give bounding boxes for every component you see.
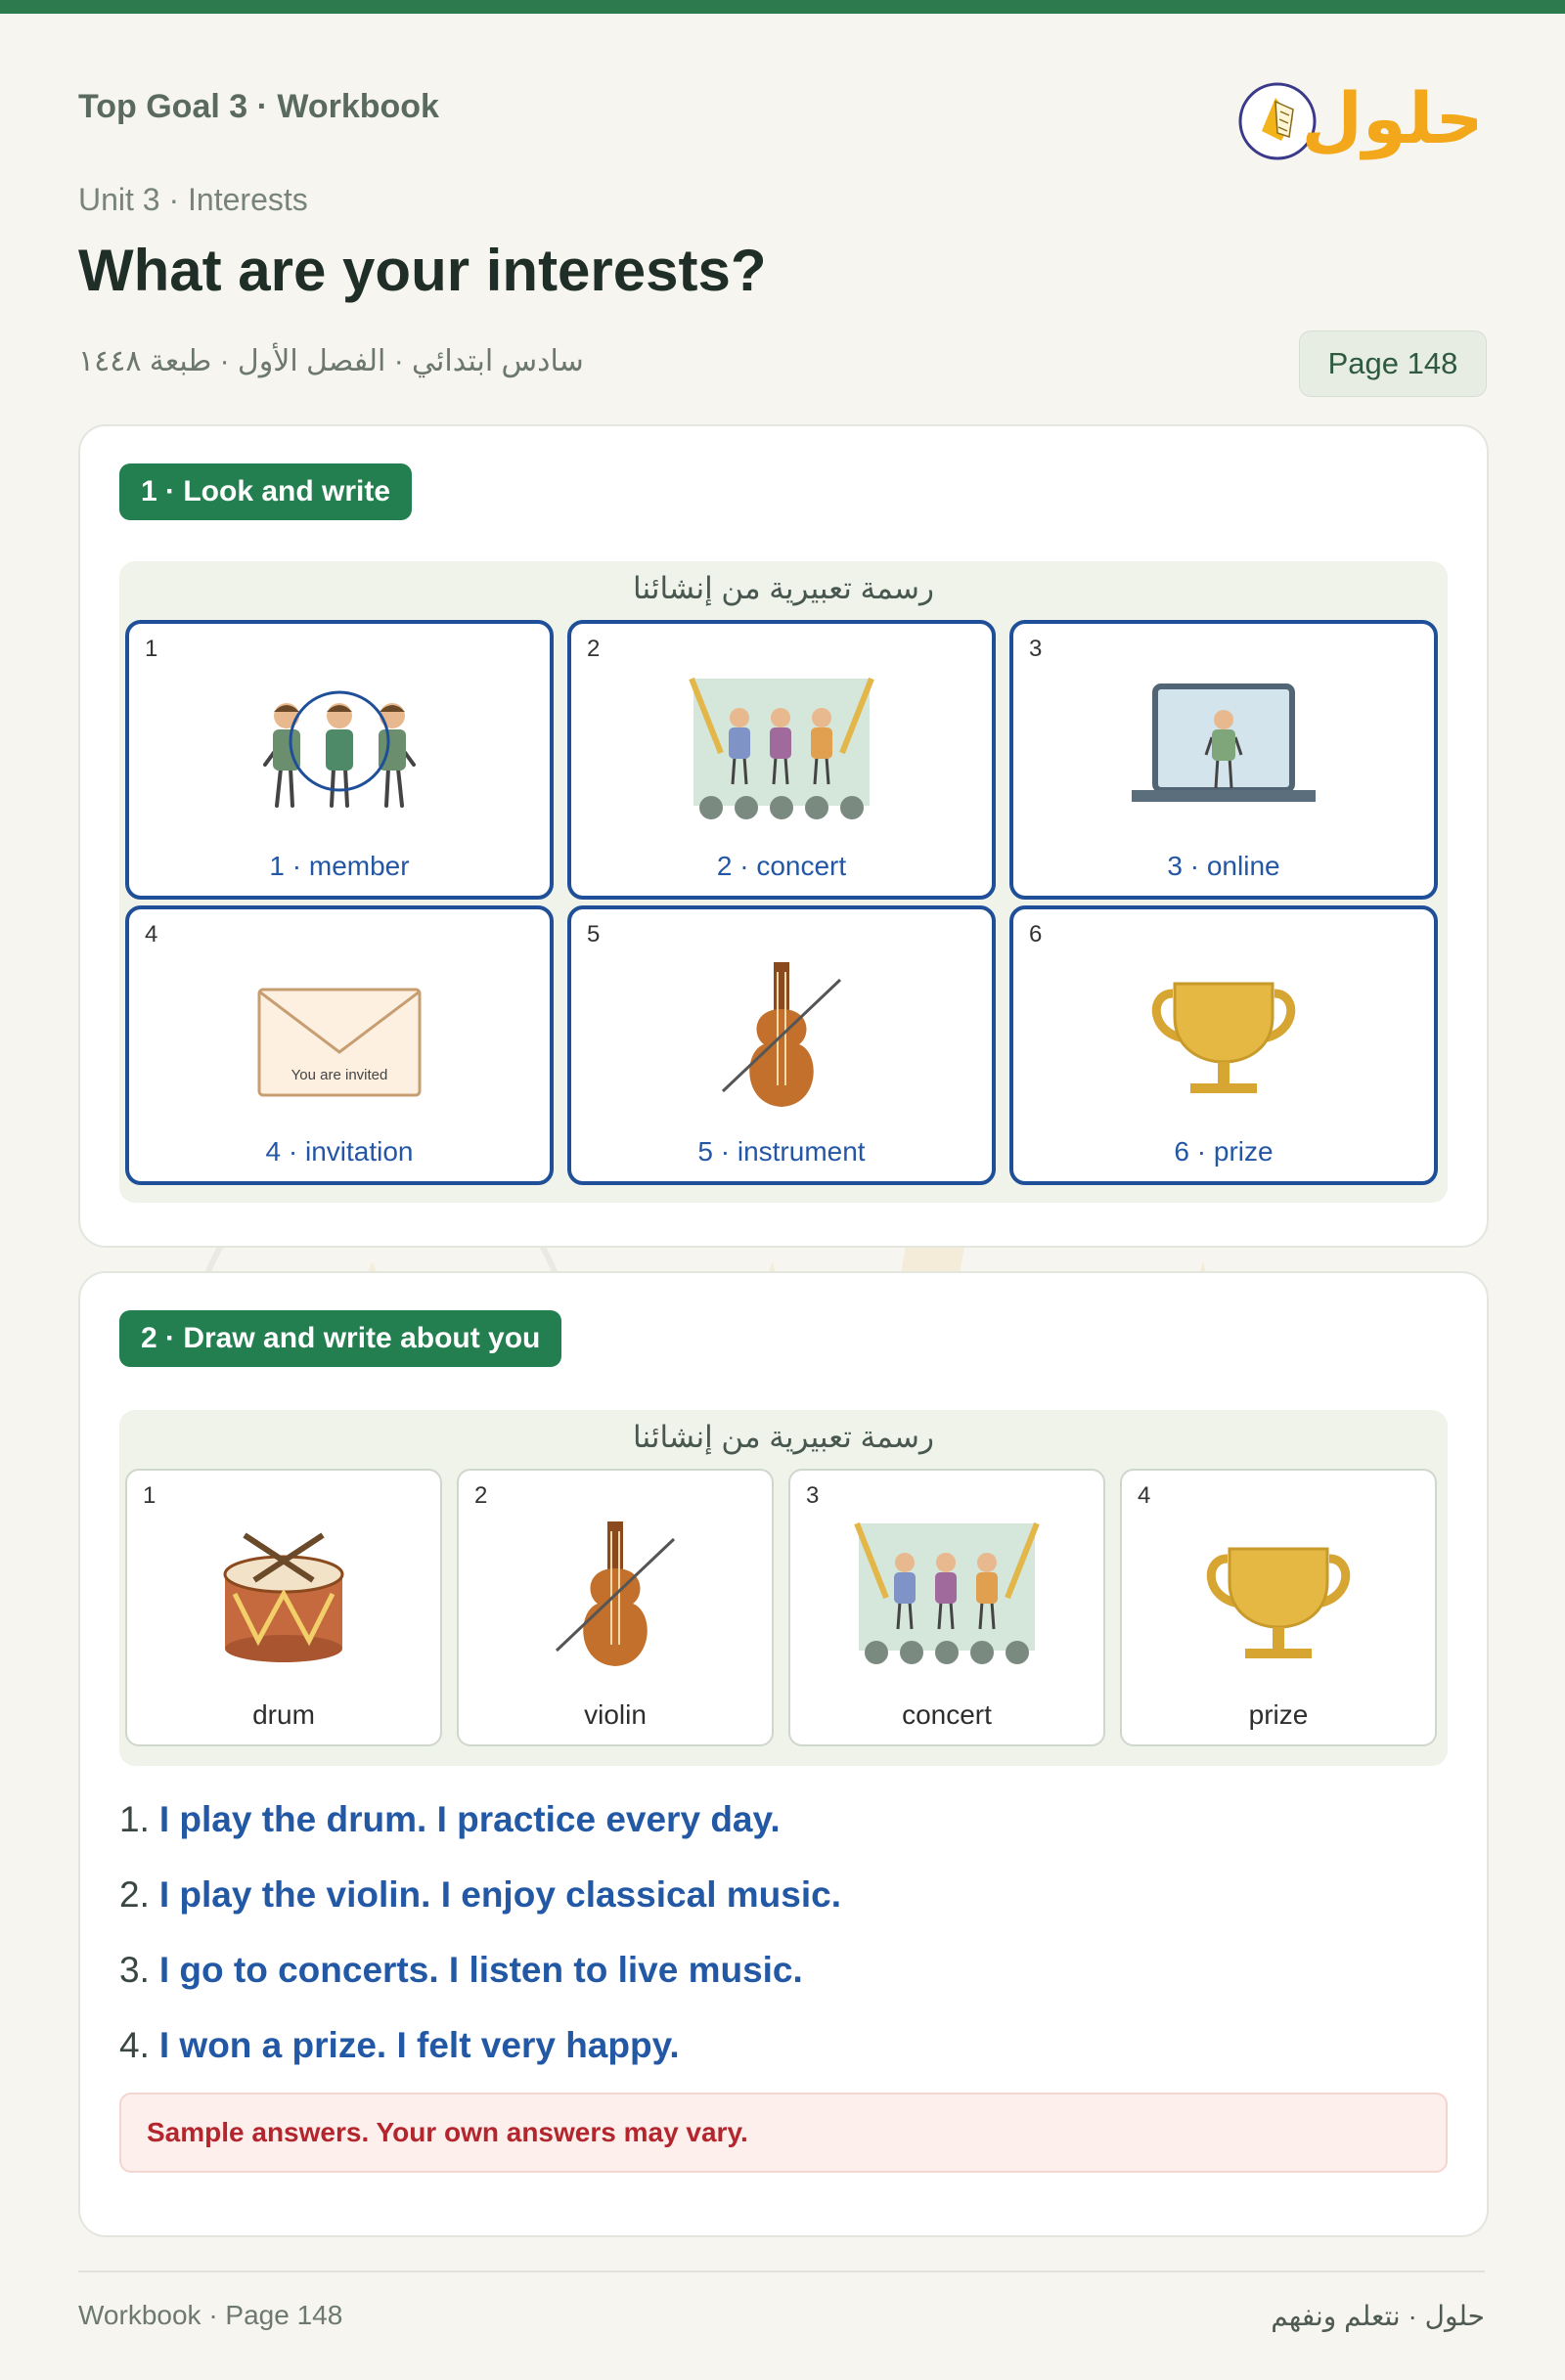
page-number-badge: Page 148 bbox=[1299, 331, 1487, 397]
section-heading: 1 · Look and write bbox=[119, 463, 412, 520]
answer-text: I won a prize. I felt very happy. bbox=[158, 2024, 680, 2065]
answer-line[interactable] bbox=[119, 1932, 1448, 2007]
violin-icon bbox=[713, 958, 850, 1115]
top-accent-bar bbox=[0, 0, 1565, 14]
envelope-icon bbox=[251, 984, 427, 1101]
tile-label: 6 · prize bbox=[1174, 1136, 1274, 1167]
answer-text: I play the drum. I practice every day. bbox=[158, 1798, 781, 1839]
answer-number: 1. bbox=[119, 1798, 150, 1839]
tile-number: 6 bbox=[1029, 921, 1043, 948]
sample-answers-note: Sample answers. Your own answers may vary. bbox=[119, 2093, 1448, 2173]
footer-divider bbox=[78, 2270, 1485, 2272]
tile-label: prize bbox=[1248, 1699, 1309, 1730]
page-title: What are your interests? bbox=[78, 238, 767, 303]
svg-text:You are invited: You are invited bbox=[291, 1067, 388, 1083]
answer-line[interactable] bbox=[119, 1857, 1448, 1932]
section-draw-and-write bbox=[78, 1271, 1489, 2237]
concert-stage-icon bbox=[684, 675, 879, 821]
tile-number: 2 bbox=[587, 636, 601, 662]
workbook-brand: Top Goal 3 · Workbook bbox=[78, 88, 439, 125]
tile-label: 5 · instrument bbox=[697, 1136, 866, 1167]
illustration-panel bbox=[119, 561, 1448, 1203]
trophy-icon bbox=[1200, 1543, 1357, 1670]
tile-label: drum bbox=[252, 1699, 315, 1730]
tile-instrument[interactable] bbox=[567, 905, 996, 1185]
members-icon bbox=[251, 684, 427, 812]
section-look-and-write bbox=[78, 424, 1489, 1248]
answer-line[interactable] bbox=[119, 2007, 1448, 2083]
tile-number: 5 bbox=[587, 921, 601, 948]
tile-label: 4 · invitation bbox=[265, 1136, 414, 1167]
tile-concert[interactable] bbox=[567, 620, 996, 900]
svg-text:حلول: حلول bbox=[1301, 77, 1477, 159]
tile-prize[interactable] bbox=[1009, 905, 1438, 1185]
concert-stage-icon bbox=[849, 1520, 1045, 1666]
hulul-logo-mark-icon bbox=[1232, 63, 1477, 168]
tile-label: 2 · concert bbox=[716, 851, 847, 881]
tile-concert[interactable] bbox=[788, 1469, 1105, 1746]
panel-caption: رسمة تعبيرية من إنشائنا bbox=[633, 1420, 934, 1454]
tile-label: concert bbox=[902, 1699, 992, 1730]
answer-text: I play the violin. I enjoy classical music. bbox=[158, 1873, 841, 1915]
laptop-icon bbox=[1126, 681, 1321, 817]
footer-tagline: حلول · نتعلم ونفهم bbox=[1271, 2301, 1485, 2331]
tile-number: 3 bbox=[806, 1482, 820, 1509]
panel-caption: رسمة تعبيرية من إنشائنا bbox=[633, 571, 934, 605]
tile-label: violin bbox=[584, 1699, 647, 1730]
trophy-icon bbox=[1145, 978, 1302, 1105]
tile-invitation[interactable] bbox=[125, 905, 554, 1185]
tile-violin[interactable] bbox=[457, 1469, 774, 1746]
section-heading: 2 · Draw and write about you bbox=[119, 1310, 561, 1367]
tile-number: 2 bbox=[474, 1482, 488, 1509]
tile-drum[interactable] bbox=[125, 1469, 442, 1746]
grade-subtitle: سادس ابتدائي · الفصل الأول · طبعة ١٤٤٨ bbox=[78, 345, 584, 377]
drum-icon bbox=[215, 1525, 352, 1662]
hulul-logo[interactable] bbox=[1232, 63, 1477, 168]
violin-icon bbox=[547, 1518, 684, 1674]
answer-number: 2. bbox=[119, 1873, 150, 1915]
answer-number: 4. bbox=[119, 2024, 150, 2065]
answer-line[interactable] bbox=[119, 1782, 1448, 1857]
tile-prize[interactable] bbox=[1120, 1469, 1437, 1746]
unit-label: Unit 3 · Interests bbox=[78, 182, 308, 217]
answer-number: 3. bbox=[119, 1949, 150, 1990]
tile-number: 4 bbox=[1138, 1482, 1151, 1509]
tile-number: 1 bbox=[143, 1482, 156, 1509]
illustration-panel bbox=[119, 1410, 1448, 1766]
tile-number: 4 bbox=[145, 921, 158, 948]
tile-label: 3 · online bbox=[1167, 851, 1280, 881]
answer-sentences bbox=[119, 1782, 1448, 2083]
answer-text: I go to concerts. I listen to live music. bbox=[158, 1949, 803, 1990]
tile-number: 1 bbox=[145, 636, 158, 662]
tile-member[interactable] bbox=[125, 620, 554, 900]
tile-online[interactable] bbox=[1009, 620, 1438, 900]
tile-label: 1 · member bbox=[269, 851, 410, 881]
tile-number: 3 bbox=[1029, 636, 1043, 662]
footer-page-label: Workbook · Page 148 bbox=[78, 2300, 343, 2330]
